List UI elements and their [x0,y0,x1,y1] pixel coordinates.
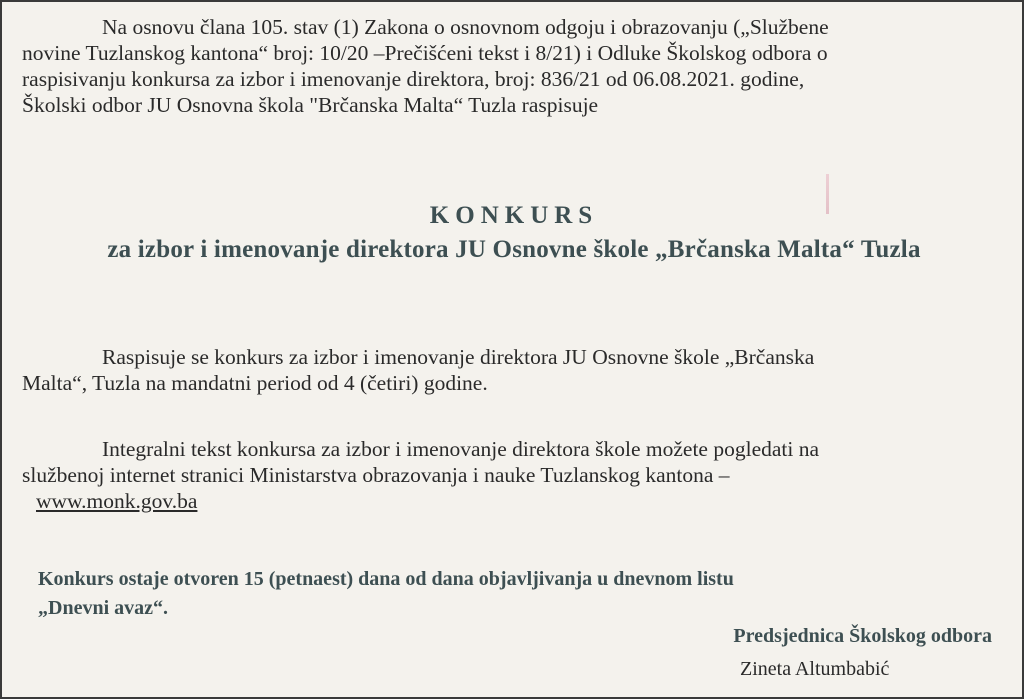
details-line-1: Integralni tekst konkursa za izbor i imenovanje direktora škole možete pogledati na [102,437,820,461]
intro-line-1: Na osnovu člana 105. stav (1) Zakona o osnovnom odgoju i obrazovanju („Službene [102,15,829,39]
announcement-line-1: Raspisuje se konkurs za izbor i imenovanje direktora JU Osnovne škole „Brčanska [102,345,815,369]
closing-notice [38,565,738,623]
signature-role: Predsjednica Školskog odbora [733,625,992,647]
intro-paragraph [22,14,1012,118]
details-paragraph [22,436,1014,514]
intro-line-3: raspisivanju konkursa za izbor i imenovanje direktora, broj: 836/21 od 06.08.2021. godine, [22,67,805,91]
signature-name: Zineta Altumbabić [740,658,890,680]
announcement-line-2: Malta“, Tuzla na mandatni period od 4 (četiri) godine. [22,371,488,395]
intro-line-2: novine Tuzlanskog kantona“ broj: 10/20 –Prečišćeni tekst i 8/21) i Odluke Školskog odbora o [22,41,828,65]
details-line-2: službenoj internet stranici Ministarstva obrazovanja i nauke Tuzlanskog kantona – [22,463,730,487]
intro-line-4: Školski odbor JU Osnovna škola "Brčanska Malta“ Tuzla raspisuje [22,93,599,117]
document-title: KONKURS [429,202,599,229]
document-subtitle: za izbor i imenovanje direktora JU Osnovne škole „Brčanska Malta“ Tuzla [107,236,921,263]
closing-line-1: Konkurs ostaje otvoren 15 (petnaest) dana od dana objavljivanja u dnevnom listu [38,568,734,590]
announcement-paragraph [22,344,1014,396]
closing-line-2: „Dnevni avaz“. [38,597,168,619]
ministry-website-link[interactable]: www.monk.gov.ba [36,489,198,513]
